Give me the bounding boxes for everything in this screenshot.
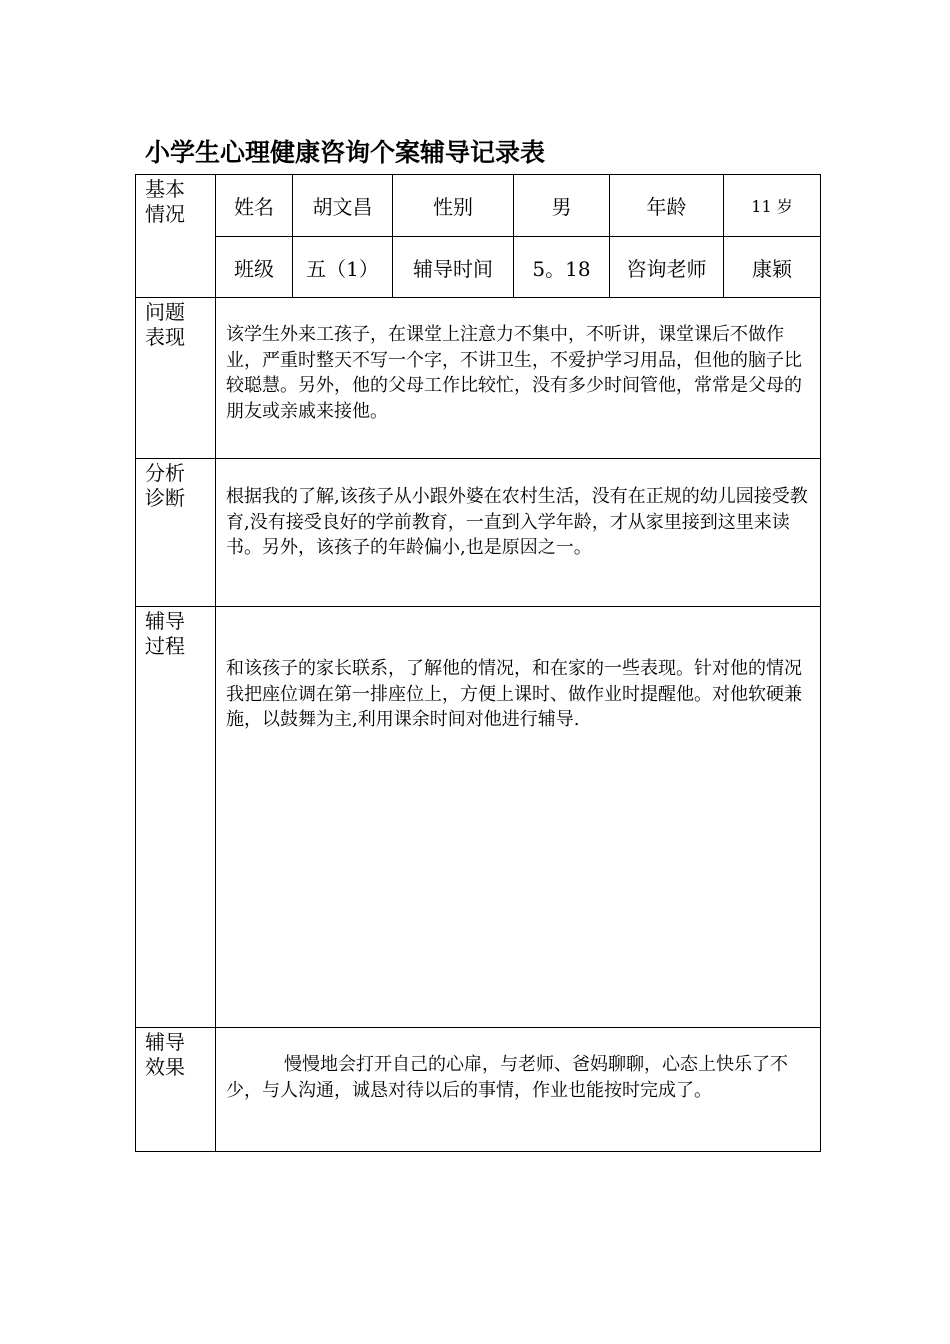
analysis-row: [136, 459, 821, 607]
process-content: [216, 607, 821, 1028]
process-text: 和该孩子的家长联系，了解他的情况，和在家的一些表现。针对他的情况我把座位调在第一排座位上，方便上课时、做作业时提醒他。对他软硬兼施，以鼓舞为主,利用课余时间对他进行辅导.: [226, 658, 802, 730]
page-title: 小学生心理健康咨询个案辅导记录表: [145, 138, 546, 167]
record-form-table: [135, 174, 821, 1152]
process-row: [136, 607, 821, 1028]
teacher-label: 咨询老师: [610, 237, 724, 298]
class-value: 五（1）: [293, 237, 393, 298]
analysis-content: [216, 459, 821, 607]
class-label: 班级: [216, 237, 293, 298]
effect-text: 慢慢地会打开自己的心扉，与老师、爸妈聊聊，心态上快乐了不少，与人沟通，诚恳对待以后的事情，作业也能按时完成了。: [226, 1054, 788, 1101]
time-value: 5。18: [514, 237, 610, 298]
basic-info-row-1: [136, 175, 821, 237]
process-label: 辅导 过程: [136, 607, 216, 1028]
analysis-label: 分析 诊断: [136, 459, 216, 607]
time-label: 辅导时间: [393, 237, 514, 298]
effect-content: [216, 1028, 821, 1152]
name-label: 姓名: [216, 175, 293, 237]
effect-row: [136, 1028, 821, 1152]
problem-row: [136, 298, 821, 459]
problem-content: [216, 298, 821, 459]
gender-label: 性别: [393, 175, 514, 237]
basic-info-row-2: [136, 237, 821, 298]
age-value: 11 岁: [724, 175, 821, 237]
problem-label: 问题 表现: [136, 298, 216, 459]
problem-text: 该学生外来工孩子，在课堂上注意力不集中，不听讲，课堂课后不做作业，严重时整天不写一个字，不讲卫生，不爱护学习用品，但他的脑子比较聪慧。另外，他的父母工作比较忙，没有多少时间管他，常常是父母的朋友或亲戚来接他。: [226, 324, 802, 422]
analysis-text: 根据我的了解,该孩子从小跟外婆在农村生活，没有在正规的幼儿园接受教育,没有接受良好的学前教育，一直到入学年龄，才从家里接到这里来读书。另外，该孩子的年龄偏小,也是原因之一。: [226, 486, 808, 558]
effect-label: 辅导 效果: [136, 1028, 216, 1152]
basic-info-label: 基本 情况: [136, 175, 216, 298]
teacher-value: 康颖: [724, 237, 821, 298]
gender-value: 男: [514, 175, 610, 237]
name-value: 胡文昌: [293, 175, 393, 237]
age-label: 年龄: [610, 175, 724, 237]
